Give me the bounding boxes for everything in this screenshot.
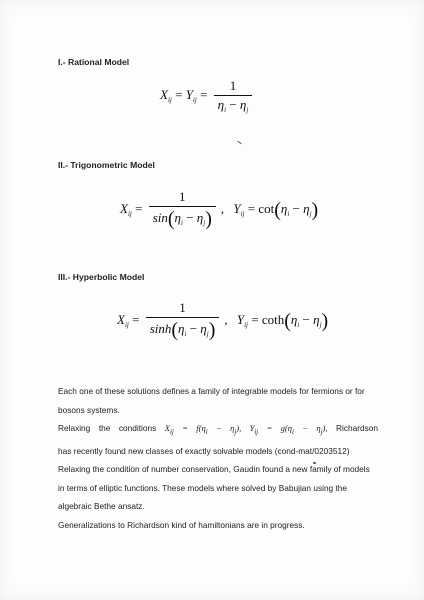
paragraph-relaxing-conditions-line: Relaxing the conditions $X_{ij} = f(\eta_i - \eta_j)$, $Y_{ij} = g(\eta_i - \eta_j)$, Richardson: [58, 423, 378, 436]
equation-rational: $X_{ij} = Y_{ij}$ = $\frac{1}{\eta_i - \eta_j}$: [160, 78, 255, 114]
function-name: cot: [258, 200, 275, 216]
paragraph-generalizations: Generalizations to Richardson kind of hamiltonians are in progress.: [58, 519, 305, 530]
equation-hyperbolic: $X_{ij}$ = $\frac{1}{\sinh(\eta_i - \eta_j)}$ , $Y_{ij} = \cot h(\eta_i - \eta_j)$: [117, 300, 329, 341]
eq-symbol: X: [160, 86, 168, 102]
section-heading-trigonometric: II.- Trigonometric Model: [58, 160, 155, 170]
fraction: $\frac{1}{\sin(\eta_i - \eta_j)}$: [149, 189, 216, 231]
fraction: $\frac{1}{\eta_i - \eta_j}$: [214, 78, 253, 114]
function-name: sinh: [149, 321, 172, 336]
eq-symbol: Y: [185, 86, 193, 102]
paragraph-gaudin: Relaxing the condition of number conservation, Gaudin found a new family of models in terms of elliptic functions. These models where solved by Babujian using the algebraic Bethe ansatz.: [58, 464, 370, 511]
paragraph-richardson: has recently found new classes of exactly solvable models (cond-mat/0203512): [58, 445, 350, 456]
section-heading-hyperbolic: III.- Hyperbolic Model: [58, 272, 145, 282]
paragraph-integrable-models: Each one of these solutions defines a family of integrable models for fermions or for bosons systems.: [58, 386, 365, 415]
equation-trigonometric: $X_{ij}$ = $\frac{1}{\sin(\eta_i - \eta_j)}$ , $Y_{ij} = \cot(\eta_i - \eta_j)$: [120, 189, 319, 230]
body-text: [58, 382, 378, 534]
fraction: $\frac{1}{\sinh(\eta_i - \eta_j)}$: [146, 300, 220, 342]
inline-equation: $X_{ij} = f(\eta_i - \eta_j)$, $Y_{ij} = g(\eta_i - \eta_j)$,: [164, 423, 328, 436]
fraction-numerator: 1: [179, 189, 186, 204]
section-heading-rational: I.- Rational Model: [58, 57, 130, 67]
scan-speck: [237, 141, 242, 145]
function-name: coth: [261, 311, 285, 327]
fraction-numerator: 1: [179, 300, 186, 315]
fraction-numerator: 1: [229, 78, 237, 93]
scan-speck: [313, 462, 316, 464]
function-name: sin: [152, 210, 168, 225]
